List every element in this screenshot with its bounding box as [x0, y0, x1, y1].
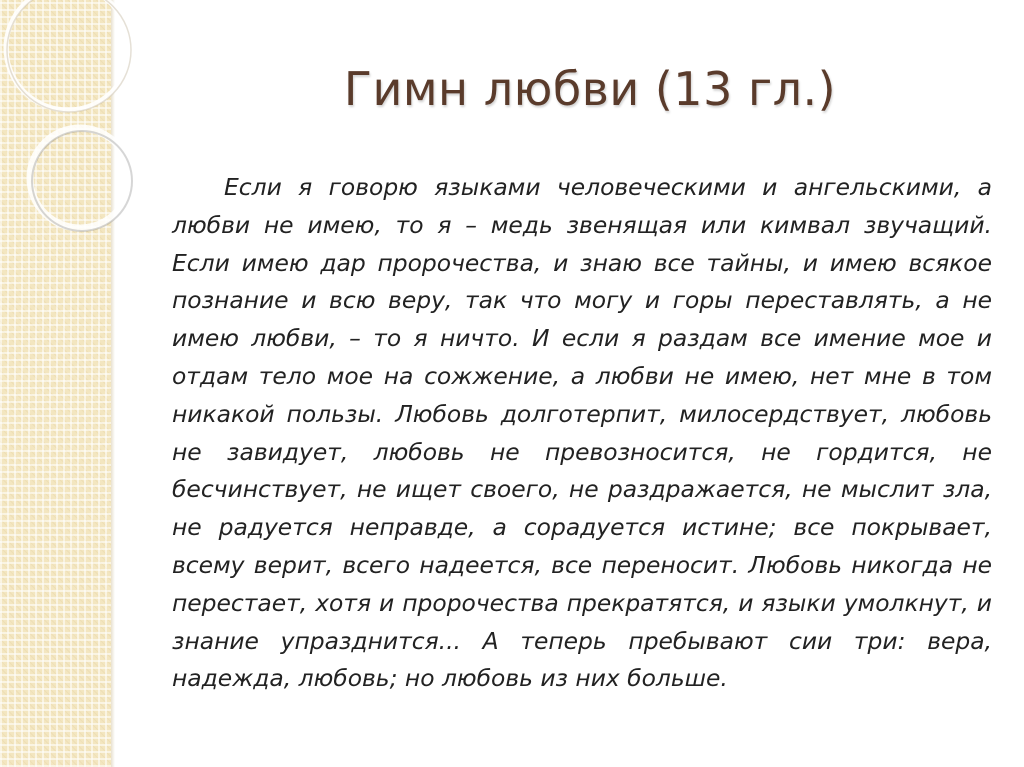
decorative-rings	[0, 0, 160, 260]
lower-ring-shadow	[32, 131, 132, 231]
upper-ring-shadow	[7, 0, 131, 112]
slide-title: Гимн любви (13 гл.)	[343, 62, 837, 116]
hymn-text: Если я говорю языками человеческими и ангельскими, а любви не имею, то я – медь звенящая или кимвал звучащий. Если имею дар пророчества, и знаю все тайны, и имею всякое познание и всю веру, так что могу и горы переставлять, а не имею любви, – то я ничто. И если я раздам все имение мое и отдам тело мое на сожжение, а любви не имею, нет мне в том никакой пользы. Любовь долготерпит, милосердствует, любовь не завидует, любовь не превозносится, не гордится, не бесчинствует, не ищет своего, не раздражается, не мыслит зла, не радуется неправде, а сорадуется истине; все покрывает, всему верит, всего надеется, все переносит. Любовь никогда не перестает, хотя и пророчества прекратятся, и языки умолкнут, и знание упразднится... А теперь пребывают сии три: вера, надежда, любовь; но любовь из них больше.	[172, 173, 992, 693]
